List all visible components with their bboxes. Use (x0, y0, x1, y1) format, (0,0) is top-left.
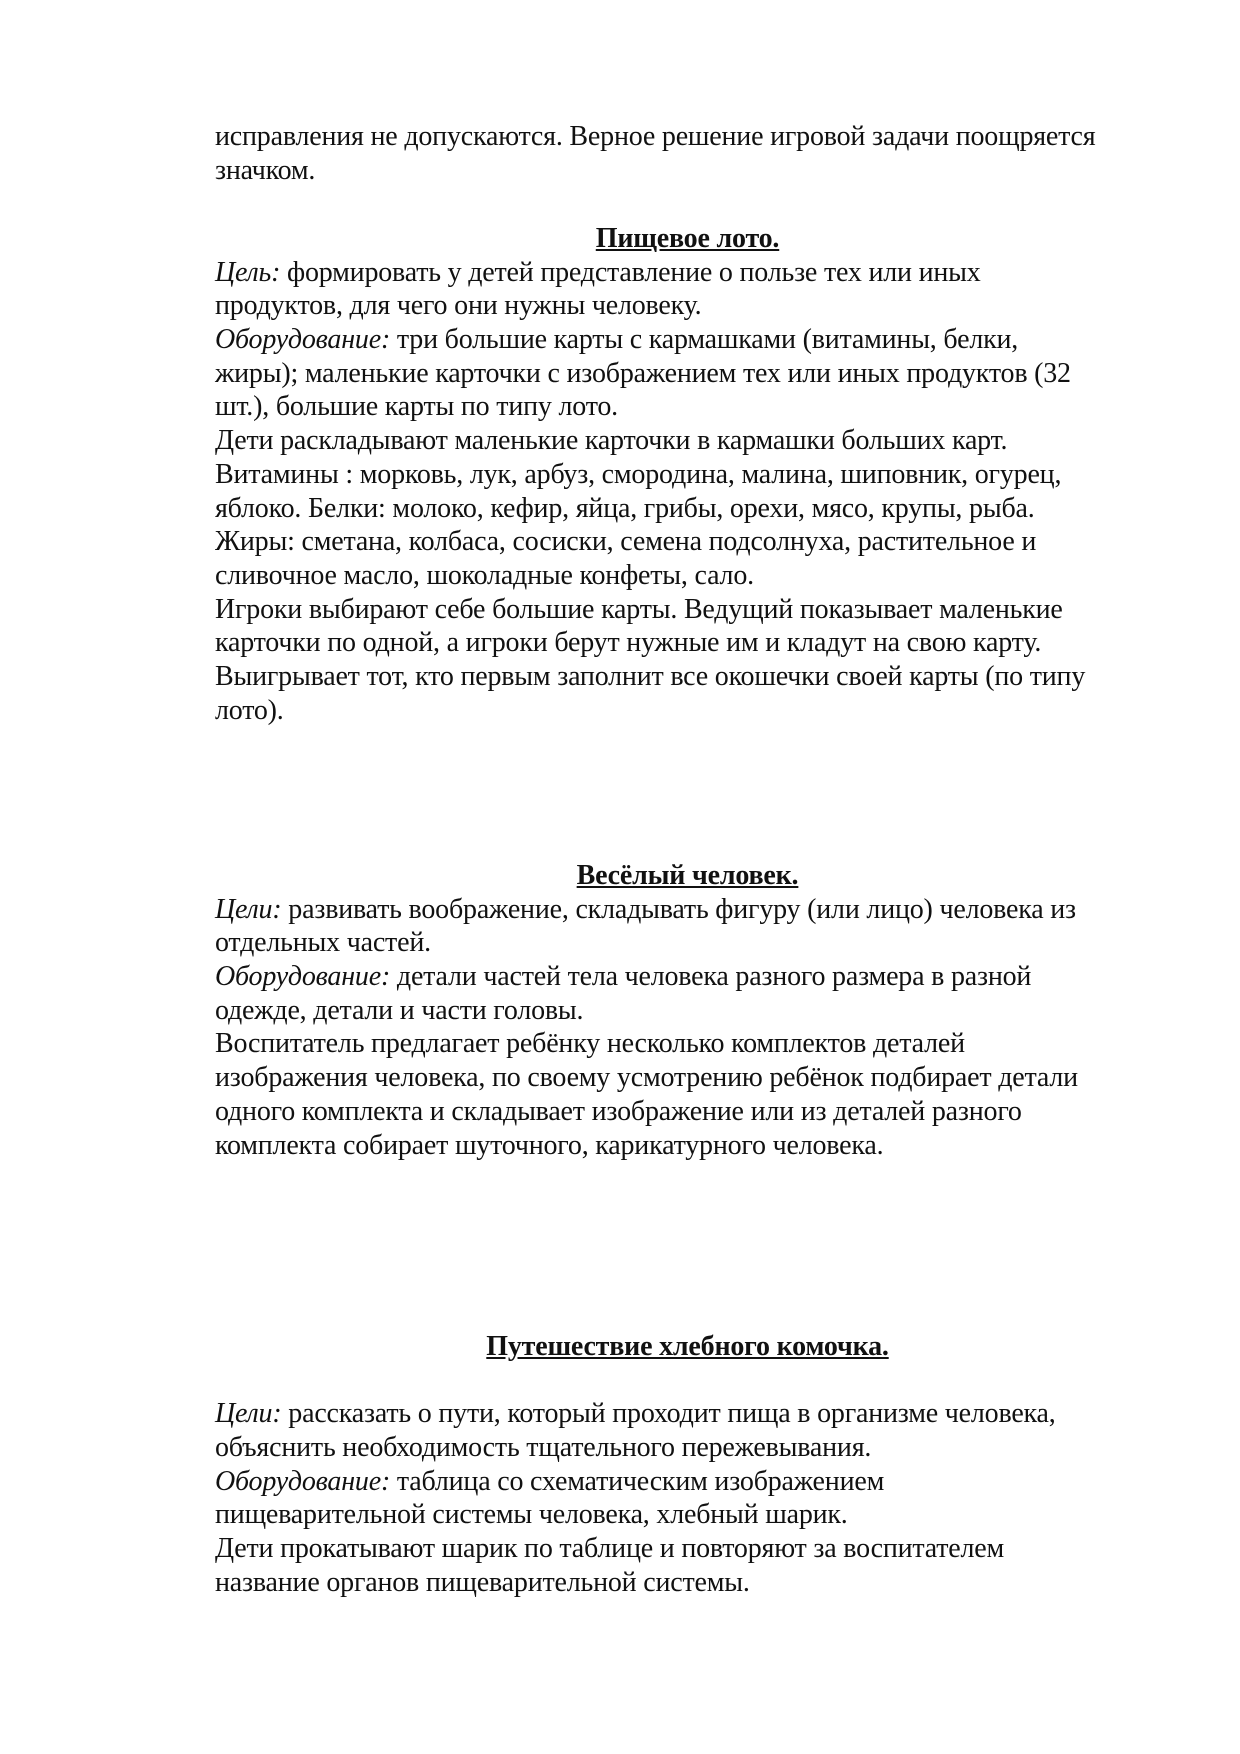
line-text: продуктов, для чего они нужны человеку. (215, 290, 702, 322)
field-label: Цель: (215, 256, 281, 288)
line-text: одного комплекта и складывает изображение или из деталей разного (215, 1095, 1022, 1127)
text-line (215, 1465, 1160, 1499)
line-text: шт.), большие карты по типу лото. (215, 391, 618, 423)
text-line: исправления не допускаются. Верное решение игровой задачи поощряется (215, 121, 1096, 152)
line-text: объяснить необходимость тщательного пережевывания. (215, 1432, 872, 1464)
text-line (215, 256, 1160, 290)
text-line (215, 1498, 1160, 1532)
section-heading: Путешествие хлебного комочка. (486, 1331, 889, 1362)
line-text: яблоко. Белки: молоко, кефир, яйца, грибы, орехи, мясо, крупы, рыба. (215, 492, 1035, 524)
text-line (215, 1027, 1160, 1061)
line-text: три большие карты с кармашками (витамины, белки, (390, 324, 1019, 356)
line-text: жиры); маленькие карточки с изображением тех или иных продуктов (32 (215, 357, 1071, 389)
line-text: лото). (215, 694, 284, 726)
text-line (215, 994, 1160, 1028)
text-line (215, 1397, 1160, 1431)
text-line (215, 893, 1160, 927)
field-label: Оборудование: (215, 324, 391, 356)
section-food-lotto (215, 222, 1160, 727)
text-line (215, 492, 1160, 526)
text-line (215, 1566, 1160, 1600)
line-text: комплекта собирает шуточного, карикатурного человека. (215, 1129, 884, 1161)
text-line (215, 525, 1160, 559)
field-label: Оборудование: (215, 961, 391, 993)
text-line (215, 926, 1160, 960)
text-line (215, 626, 1160, 660)
text-line (215, 1532, 1160, 1566)
section-cheerful-person (215, 859, 1160, 1162)
line-text: рассказать о пути, который проходит пища в организме человека, (281, 1398, 1056, 1430)
line-text: пищеварительной системы человека, хлебный шарик. (215, 1499, 848, 1531)
intro-paragraph (215, 120, 1160, 187)
line-text: Игроки выбирают себе большие карты. Ведущий показывает маленькие (215, 593, 1063, 625)
text-line (215, 960, 1160, 994)
text-line (215, 1129, 1160, 1163)
text-line (215, 390, 1160, 424)
field-label: Оборудование: (215, 1465, 391, 1497)
line-text: Дети прокатывают шарик по таблице и повторяют за воспитателем (215, 1533, 1005, 1565)
field-label: Цели: (215, 893, 282, 925)
line-text: название органов пищеварительной системы. (215, 1566, 750, 1598)
text-line (215, 1095, 1160, 1129)
section-bread-ball-journey (215, 1330, 1160, 1600)
line-text: изображения человека, по своему усмотрению ребёнок подбирает детали (215, 1062, 1078, 1094)
line-text: формировать у детей представление о пользе тех или иных (280, 256, 981, 288)
line-text: карточки по одной, а игроки берут нужные им и кладут на свою карту. (215, 627, 1042, 659)
text-line (215, 323, 1160, 357)
line-text: Витамины : морковь, лук, арбуз, смородина, малина, шиповник, огурец, (215, 458, 1062, 490)
text-line (215, 660, 1160, 694)
line-text: сливочное масло, шоколадные конфеты, сало. (215, 559, 754, 591)
line-text: Воспитатель предлагает ребёнку несколько комплектов деталей (215, 1028, 965, 1060)
line-text: Дети раскладывают маленькие карточки в кармашки больших карт. (215, 425, 1008, 457)
line-text: развивать воображение, складывать фигуру (или лицо) человека из (281, 893, 1076, 925)
blank-line (215, 1364, 1160, 1398)
text-line (215, 424, 1160, 458)
text-line (215, 1061, 1160, 1095)
line-text: Выигрывает тот, кто первым заполнит все окошечки своей карты (по типу (215, 660, 1086, 692)
text-line (215, 458, 1160, 492)
text-line (215, 357, 1160, 391)
text-line (215, 1431, 1160, 1465)
line-text: детали частей тела человека разного размера в разной (390, 961, 1032, 993)
field-label: Цели: (215, 1398, 282, 1430)
section-heading: Пищевое лото. (595, 223, 780, 254)
section-heading: Весёлый человек. (576, 860, 799, 891)
text-line (215, 559, 1160, 593)
text-line (215, 694, 1160, 728)
line-text: Жиры: сметана, колбаса, сосиски, семена подсолнуха, растительное и (215, 526, 1037, 558)
text-line (215, 593, 1160, 627)
line-text: таблица со схематическим изображением (390, 1465, 885, 1497)
text-line: значком. (215, 154, 316, 186)
text-line (215, 289, 1160, 323)
line-text: одежде, детали и части головы. (215, 994, 584, 1026)
line-text: отдельных частей. (215, 927, 431, 959)
